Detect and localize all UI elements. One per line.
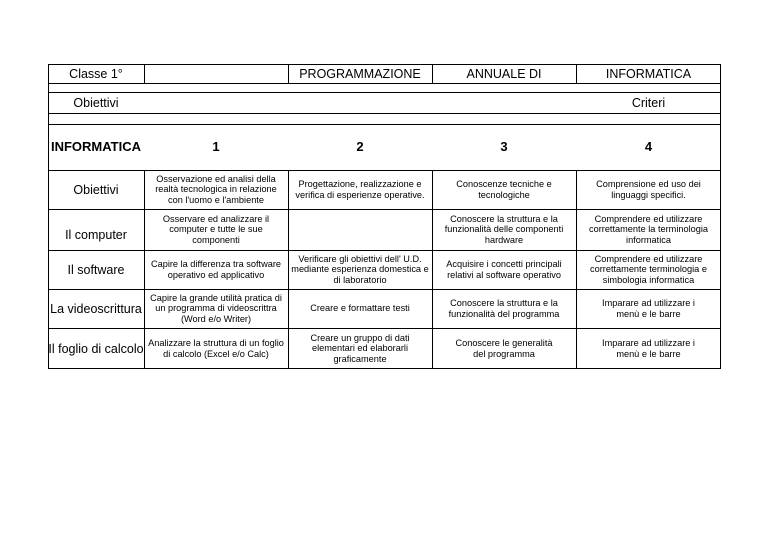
cell-foglio-calcolo-4: Imparare ad utilizzare i menù e le barre bbox=[602, 338, 695, 359]
cell-computer-1: Osservare ed analizzare il computer e tutte le sue componenti bbox=[162, 214, 270, 245]
column-header-3: 3 bbox=[500, 138, 508, 154]
cell-software-4: Comprendere ed utilizzare correttamente terminologia e simbologia informatica bbox=[590, 254, 707, 285]
cell-computer-3: Conoscere la struttura e la funzionalità delle componenti hardware bbox=[444, 214, 564, 245]
subject-title: INFORMATICA bbox=[50, 138, 142, 154]
header-classe: Classe 1° bbox=[69, 66, 123, 81]
cell-videoscrittura-3: Conoscere la struttura e la funzionalità del programma bbox=[448, 298, 560, 319]
cell-software-3: Acquisire i concetti principali relativi al software operativo bbox=[446, 259, 562, 280]
cell-software-1: Capire la differenza tra software operativo ed applicativo bbox=[150, 259, 282, 280]
section-obiettivi: Obiettivi bbox=[73, 96, 119, 110]
cell-foglio-calcolo-1: Analizzare la struttura di un foglio di calcolo (Excel e/o Calc) bbox=[148, 338, 284, 359]
cell-obiettivi-3: Conoscenze tecniche e tecnologiche bbox=[456, 179, 552, 200]
cell-obiettivi-2: Progettazione, realizzazione e verifica di esperienze operative. bbox=[295, 179, 425, 200]
cell-videoscrittura-4: Imparare ad utilizzare i menù e le barre bbox=[602, 298, 695, 319]
cell-foglio-calcolo-3: Conoscere le generalità del programma bbox=[455, 338, 553, 359]
cell-foglio-calcolo-2: Creare un gruppo di dati elementari ed elaborarli graficamente bbox=[310, 333, 410, 364]
cell-obiettivi-1: Osservazione ed analisi della realtà tecnologica in relazione con l'uomo e l'ambiente bbox=[155, 174, 277, 205]
row-label-videoscrittura: La videoscrittura bbox=[50, 301, 142, 316]
cell-computer-2 bbox=[288, 209, 432, 250]
row-label-foglio-calcolo: Il foglio di calcolo bbox=[48, 341, 144, 356]
column-header-4: 4 bbox=[644, 138, 653, 154]
row-label-obiettivi: Obiettivi bbox=[73, 182, 119, 197]
column-header-2: 2 bbox=[356, 138, 364, 154]
section-criteri: Criteri bbox=[631, 96, 666, 110]
row-label-software: Il software bbox=[67, 262, 125, 277]
cell-videoscrittura-1: Capire la grande utilità pratica di un programma di videoscrittra (Word e/o Writer) bbox=[150, 293, 282, 324]
header-programmazione: PROGRAMMAZIONE bbox=[299, 66, 421, 81]
row-label-computer: Il computer bbox=[65, 227, 127, 242]
programmazione-table bbox=[48, 64, 721, 369]
cell-obiettivi-4: Comprensione ed uso dei linguaggi specifici. bbox=[596, 179, 701, 200]
header-informatica: INFORMATICA bbox=[605, 66, 692, 81]
cell-videoscrittura-2: Creare e formattare testi bbox=[310, 303, 410, 314]
cell-software-2: Verificare gli obiettivi dell' U.D. mediante esperienza domestica e di laboratorio bbox=[291, 254, 429, 285]
cell-computer-4: Comprendere ed utilizzare correttamente la terminologia informatica bbox=[589, 214, 708, 245]
header-annuale: ANNUALE DI bbox=[466, 66, 542, 81]
column-header-1: 1 bbox=[212, 138, 220, 154]
